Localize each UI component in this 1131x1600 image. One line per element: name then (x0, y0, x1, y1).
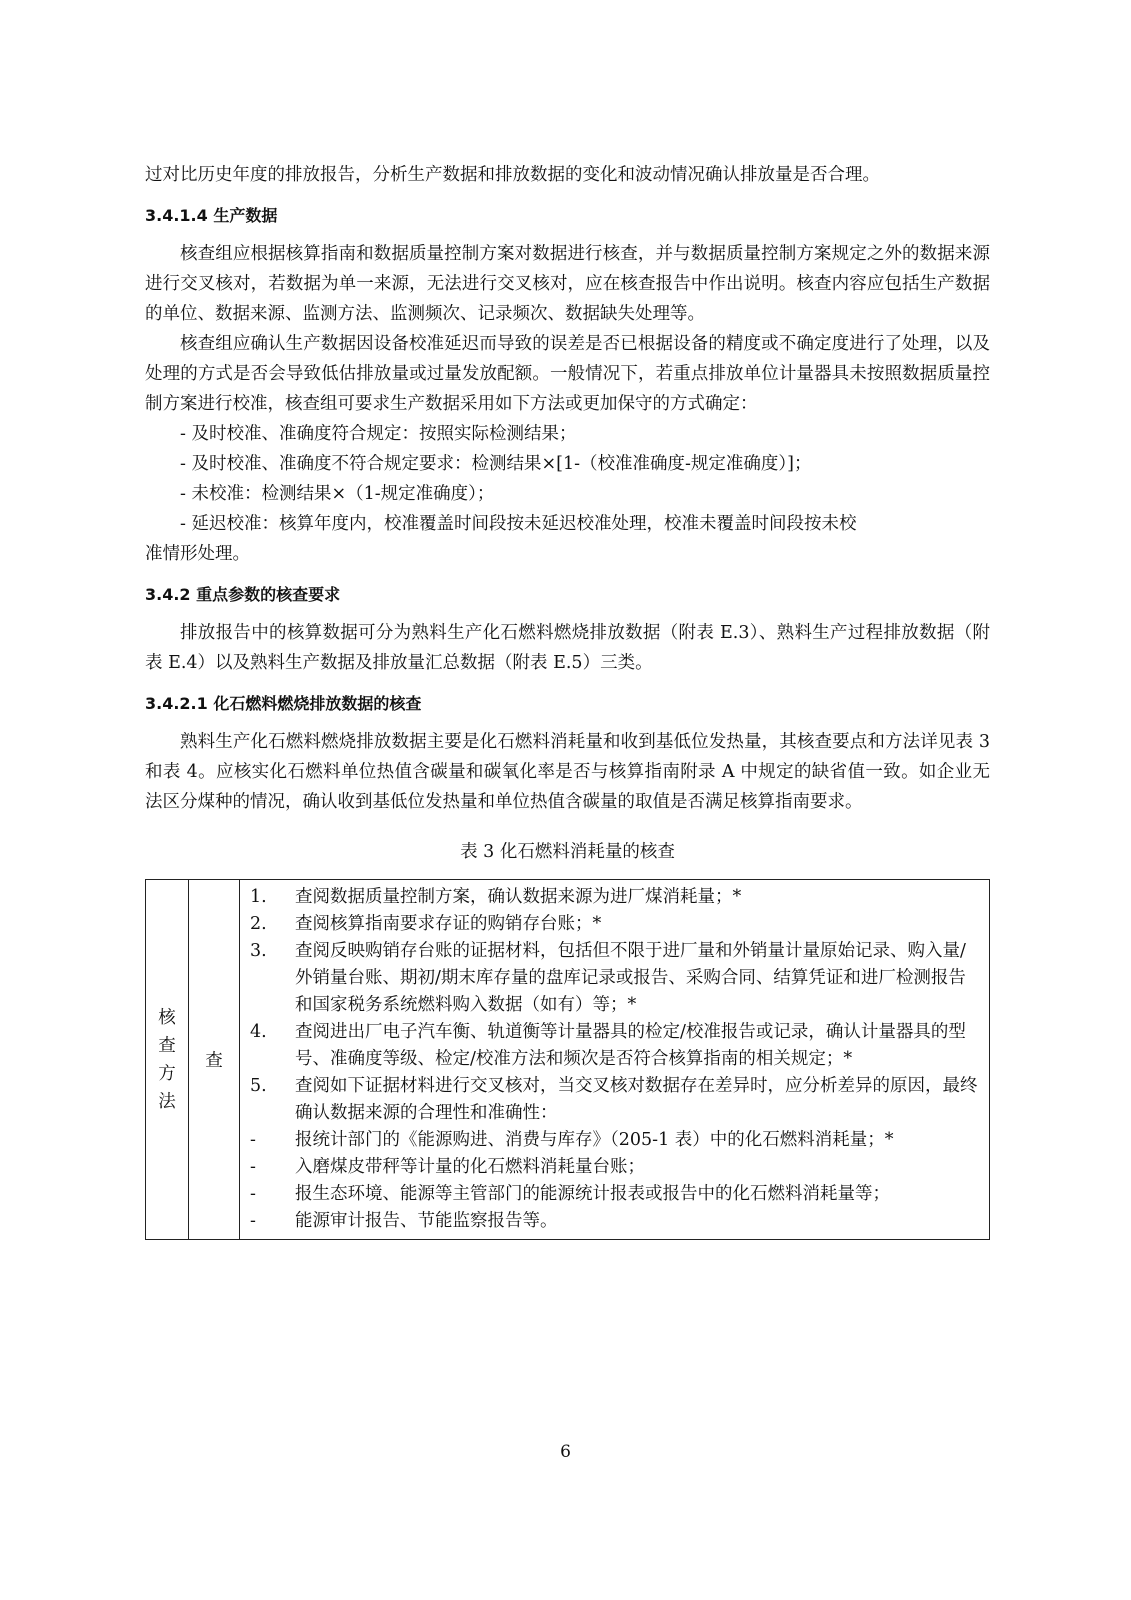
section-3-4-2-1-heading: 3.4.2.1 化石燃料燃烧排放数据的核查 (145, 694, 422, 713)
method-char: 方 (158, 1063, 176, 1084)
list-item (250, 1208, 981, 1235)
item-number: 4. (250, 1022, 267, 1042)
item-bullet: - (250, 1130, 256, 1150)
method-char: 法 (158, 1091, 176, 1112)
method-char: 查 (158, 1035, 176, 1056)
page-content (145, 160, 990, 1240)
method-char: 核 (158, 1007, 176, 1028)
table-caption: 表 3 化石燃料消耗量的核查 (460, 842, 675, 862)
item-text: 查阅反映购销存台账的证据材料，包括但不限于进厂量和外销量计量原始记录、购入量/外销量台账、期初/期末库存量的盘库记录或报告、采购合同、结算凭证和进厂检测报告和国家税务系统燃料购入数据（如有）等；* (295, 941, 966, 1015)
item-text: 能源审计报告、节能监察报告等。 (295, 1211, 558, 1231)
check-label-cell: 查 (189, 880, 240, 1240)
item-bullet: - (250, 1211, 256, 1231)
item-number: 2. (250, 914, 267, 934)
bullet-item: - 及时校准、准确度符合规定：按照实际检测结果； (180, 424, 577, 444)
bullet-item-last-line-1: - 延迟校准：核算年度内，校准覆盖时间段按未延迟校准处理，校准未覆盖时间段按未校 (180, 514, 857, 534)
intro-paragraph: 过对比历史年度的排放报告，分析生产数据和排放数据的变化和波动情况确认排放量是否合理。 (145, 165, 880, 185)
item-number: 1. (250, 887, 267, 907)
page-number: 6 (560, 1442, 571, 1462)
section-3-4-1-4-heading: 3.4.1.4 生产数据 (145, 206, 278, 225)
item-text: 入磨煤皮带秤等计量的化石燃料消耗量台账； (295, 1157, 645, 1177)
bullet-item: - 未校准：检测结果×（1-规定准确度）； (180, 484, 495, 504)
bullet-item-last-line-2: 准情形处理。 (145, 544, 250, 564)
verification-table (145, 879, 990, 1240)
list-item (250, 1019, 981, 1073)
item-text: 报统计部门的《能源购进、消费与库存》（205-1 表）中的化石燃料消耗量；* (295, 1130, 894, 1150)
list-item (250, 1073, 981, 1127)
bullet-item: - 及时校准、准确度不符合规定要求：检测结果×[1-（校准准确度-规定准确度）]； (180, 454, 812, 474)
item-bullet: - (250, 1157, 256, 1177)
section-3-4-1-4-paragraph-2: 核查组应确认生产数据因设备校准延迟而导致的误差是否已根据设备的精度或不确定度进行了处理，以及处理的方式是否会导致低估排放量或过量发放配额。一般情况下，若重点排放单位计量器具未按照数据质量控制方案进行校准，核查组可要求生产数据采用如下方法或更加保守的方式确定： (145, 334, 990, 414)
item-text: 查阅进出厂电子汽车衡、轨道衡等计量器具的检定/校准报告或记录，确认计量器具的型号、准确度等级、检定/校准方法和频次是否符合核算指南的相关规定；* (295, 1022, 966, 1069)
item-number: 5. (250, 1076, 267, 1096)
section-3-4-1-4-paragraph-1: 核查组应根据核算指南和数据质量控制方案对数据进行核查，并与数据质量控制方案规定之外的数据来源进行交叉核对，若数据为单一来源，无法进行交叉核对，应在核查报告中作出说明。核查内容应包括生产数据的单位、数据来源、监测方法、监测频次、记录频次、数据缺失处理等。 (145, 244, 990, 324)
section-3-4-2-heading: 3.4.2 重点参数的核查要求 (145, 585, 341, 604)
table-row (146, 880, 990, 1240)
check-items-cell (240, 880, 990, 1240)
item-text: 报生态环境、能源等主管部门的能源统计报表或报告中的化石燃料消耗量等； (295, 1184, 890, 1204)
list-item (250, 884, 981, 911)
item-text: 查阅核算指南要求存证的购销存台账；* (295, 914, 602, 934)
list-item (250, 938, 981, 1019)
item-bullet: - (250, 1184, 256, 1204)
list-item (250, 1181, 981, 1208)
list-item (250, 1154, 981, 1181)
section-3-4-2-paragraph: 排放报告中的核算数据可分为熟料生产化石燃料燃烧排放数据（附表 E.3）、熟料生产过程排放数据（附表 E.4）以及熟料生产数据及排放量汇总数据（附表 E.5）三类。 (145, 623, 990, 673)
list-item (250, 911, 981, 938)
section-3-4-2-1-paragraph: 熟料生产化石燃料燃烧排放数据主要是化石燃料消耗量和收到基低位发热量，其核查要点和方法详见表 3 和表 4。应核实化石燃料单位热值含碳量和碳氧化率是否与核算指南附录 A 中规定的缺省值一致。如企业无法区分煤种的情况，确认收到基低位发热量和单位热值含碳量的取值是否满足核算指南要求。 (145, 732, 990, 812)
method-header-cell (146, 880, 189, 1240)
item-text: 查阅数据质量控制方案，确认数据来源为进厂煤消耗量；* (295, 887, 742, 907)
item-number: 3. (250, 941, 267, 961)
item-text: 查阅如下证据材料进行交叉核对，当交叉核对数据存在差异时，应分析差异的原因，最终确认数据来源的合理性和准确性： (295, 1076, 978, 1123)
list-item (250, 1127, 981, 1154)
